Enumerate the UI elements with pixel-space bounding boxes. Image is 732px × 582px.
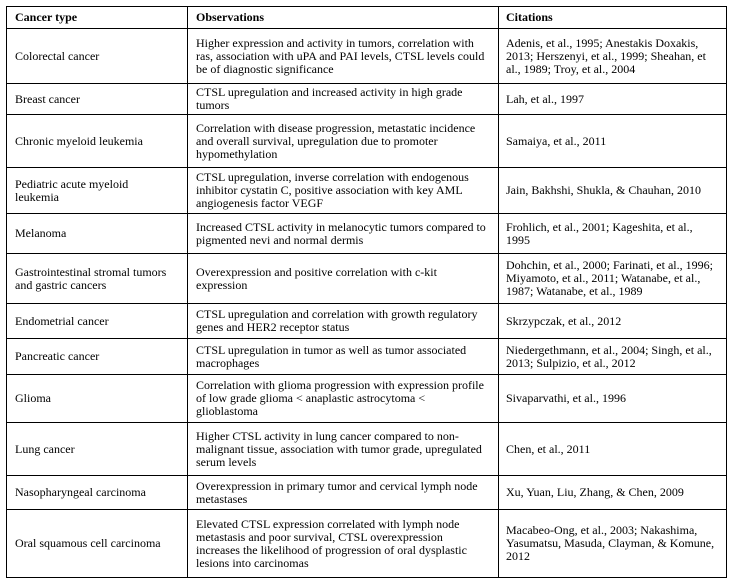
cell-cancer-type: Breast cancer (7, 84, 188, 115)
table-row (7, 476, 727, 510)
cell-cancer-type: Melanoma (7, 214, 188, 254)
header-citations: Citations (499, 7, 727, 29)
cell-citations: Dohchin, et al., 2000; Farinati, et al., 1996; Miyamoto, et al., 2011; Watanabe, et al., 1987; Watanabe, et al., 1989 (499, 254, 727, 304)
header-cancer-type: Cancer type (7, 7, 188, 29)
table-body (7, 29, 727, 578)
cell-cancer-type: Chronic myeloid leukemia (7, 115, 188, 168)
cell-cancer-type: Oral squamous cell carcinoma (7, 510, 188, 578)
cell-citations: Sivaparvathi, et al., 1996 (499, 375, 727, 423)
table-row (7, 423, 727, 476)
cell-cancer-type: Gastrointestinal stromal tumors and gastric cancers (7, 254, 188, 304)
cell-observations: Elevated CTSL expression correlated with lymph node metastasis and poor survival, CTSL overexpression increases the likelihood of progression of oral dysplastic lesions into carcinomas (188, 510, 499, 578)
header-observations: Observations (188, 7, 499, 29)
cell-cancer-type: Pediatric acute myeloid leukemia (7, 168, 188, 214)
table-row (7, 168, 727, 214)
table-row (7, 29, 727, 84)
cell-citations: Xu, Yuan, Liu, Zhang, & Chen, 2009 (499, 476, 727, 510)
cell-observations: Higher expression and activity in tumors, correlation with ras, association with uPA and PAI levels, CTSL levels could be of diagnostic significance (188, 29, 499, 84)
table-row (7, 375, 727, 423)
cancer-observations-table (6, 6, 727, 578)
cell-cancer-type: Nasopharyngeal carcinoma (7, 476, 188, 510)
header-row (7, 7, 727, 29)
cell-citations: Samaiya, et al., 2011 (499, 115, 727, 168)
cell-citations: Chen, et al., 2011 (499, 423, 727, 476)
cell-observations: Correlation with glioma progression with expression profile of low grade glioma < anaplastic astrocytoma < glioblastoma (188, 375, 499, 423)
cell-citations: Macabeo-Ong, et al., 2003; Nakashima, Yasumatsu, Masuda, Clayman, & Komune, 2012 (499, 510, 727, 578)
cell-cancer-type: Endometrial cancer (7, 304, 188, 339)
cell-observations: Correlation with disease progression, metastatic incidence and overall survival, upregulation due to promoter hypomethylation (188, 115, 499, 168)
cell-citations: Skrzypczak, et al., 2012 (499, 304, 727, 339)
cell-observations: CTSL upregulation, inverse correlation with endogenous inhibitor cystatin C, positive association with key AML angiogenesis factor VEGF (188, 168, 499, 214)
table-row (7, 339, 727, 375)
table-row (7, 84, 727, 115)
cell-observations: CTSL upregulation in tumor as well as tumor associated macrophages (188, 339, 499, 375)
cell-citations: Adenis, et al., 1995; Anestakis Doxakis, 2013; Herszenyi, et al., 1999; Sheahan, et al., 1989; Troy, et al., 2004 (499, 29, 727, 84)
cell-citations: Niedergethmann, et al., 2004; Singh, et al., 2013; Sulpizio, et al., 2012 (499, 339, 727, 375)
table-row (7, 254, 727, 304)
table-row (7, 214, 727, 254)
cell-cancer-type: Glioma (7, 375, 188, 423)
cell-cancer-type: Pancreatic cancer (7, 339, 188, 375)
cell-citations: Frohlich, et al., 2001; Kageshita, et al., 1995 (499, 214, 727, 254)
table-header (7, 7, 727, 29)
table-row (7, 304, 727, 339)
cell-cancer-type: Colorectal cancer (7, 29, 188, 84)
cell-observations: CTSL upregulation and correlation with growth regulatory genes and HER2 receptor status (188, 304, 499, 339)
table-row (7, 115, 727, 168)
table-container (6, 6, 726, 578)
cell-citations: Jain, Bakhshi, Shukla, & Chauhan, 2010 (499, 168, 727, 214)
cell-citations: Lah, et al., 1997 (499, 84, 727, 115)
cell-observations: Overexpression in primary tumor and cervical lymph node metastases (188, 476, 499, 510)
cell-cancer-type: Lung cancer (7, 423, 188, 476)
cell-observations: Overexpression and positive correlation with c-kit expression (188, 254, 499, 304)
cell-observations: Increased CTSL activity in melanocytic tumors compared to pigmented nevi and normal dermis (188, 214, 499, 254)
cell-observations: CTSL upregulation and increased activity in high grade tumors (188, 84, 499, 115)
table-row (7, 510, 727, 578)
cell-observations: Higher CTSL activity in lung cancer compared to non-malignant tissue, association with tumor grade, upregulated serum levels (188, 423, 499, 476)
